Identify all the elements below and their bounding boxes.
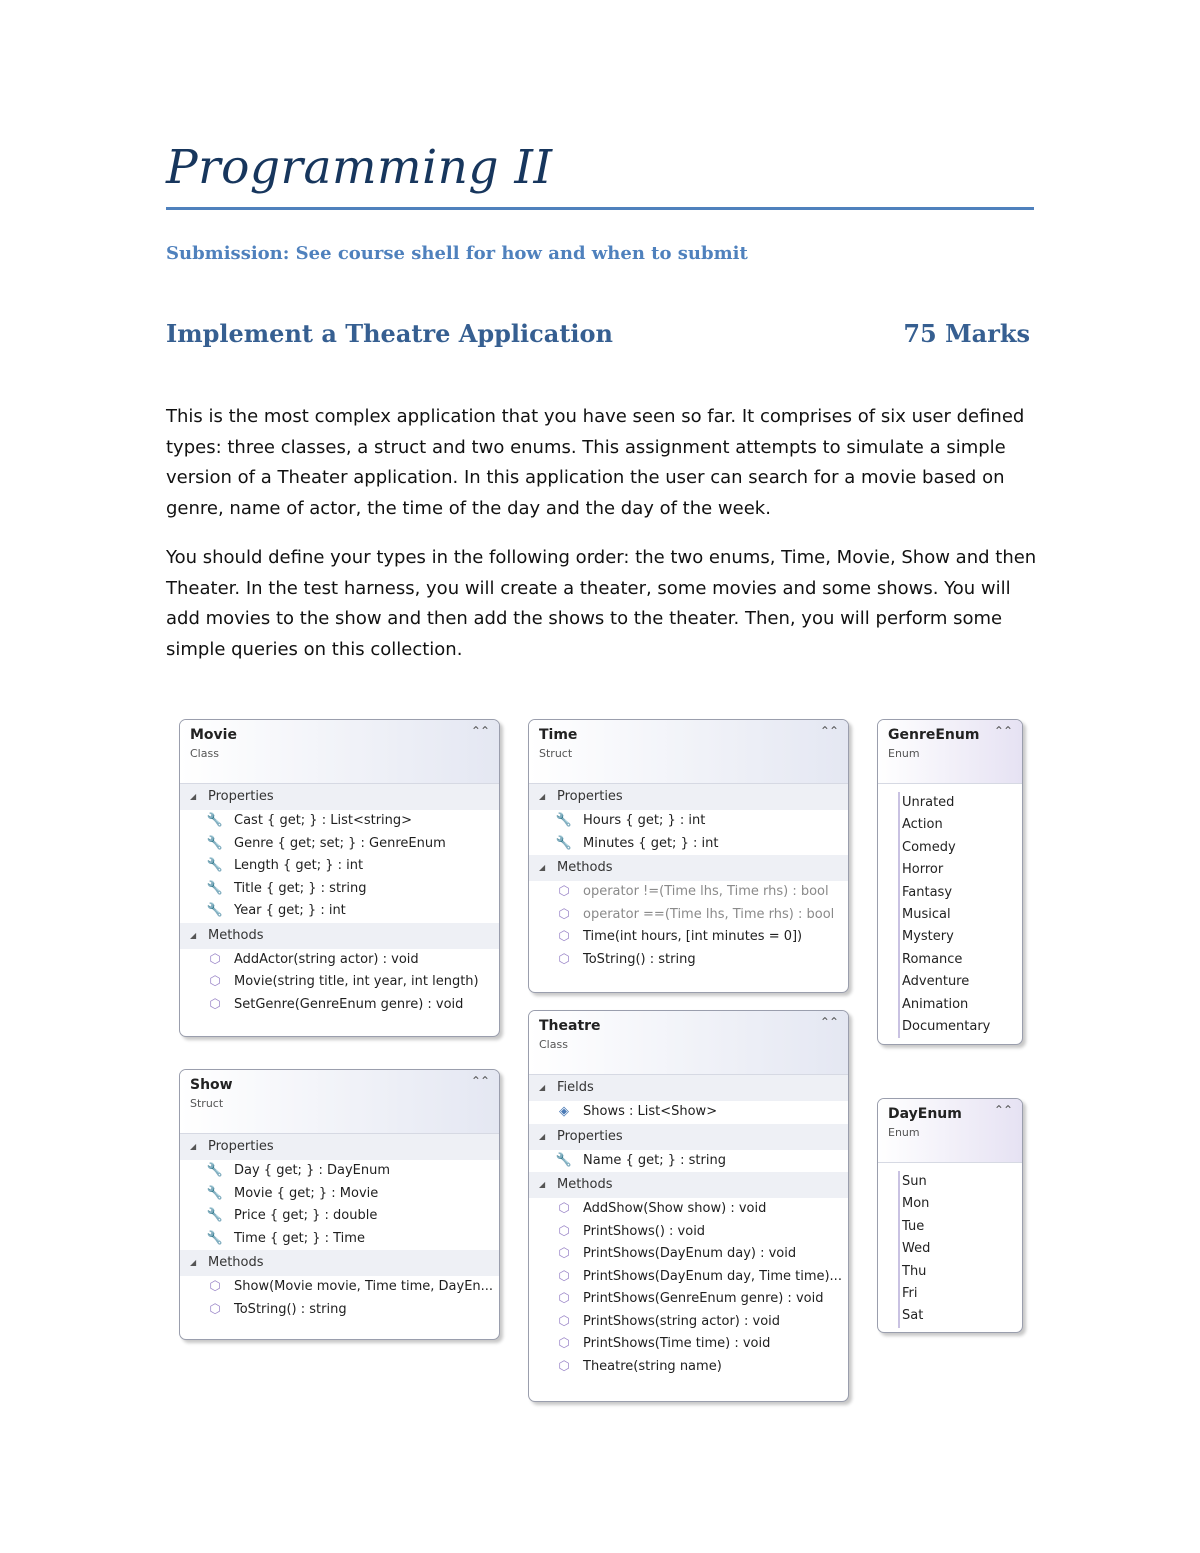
property-member[interactable] [180, 900, 499, 923]
movie-class-box [179, 719, 500, 1037]
method-member[interactable] [180, 994, 499, 1017]
wrench-icon: 🔧 [206, 1230, 224, 1246]
method-icon: ⬡ [558, 1246, 570, 1261]
class-kind: Class [190, 747, 219, 760]
expanded-triangle-icon: ◢ [190, 1258, 197, 1267]
expanded-triangle-icon: ◢ [190, 1142, 197, 1151]
property-member[interactable] [180, 833, 499, 856]
method-member[interactable] [529, 1198, 848, 1221]
method-signature: Show(Movie movie, Time time, DayEn... [234, 1279, 494, 1294]
enum-value[interactable]: Documentary [902, 1018, 991, 1034]
day-enum-box [877, 1098, 1023, 1333]
property-signature: Cast { get; } : List<string> [234, 813, 413, 828]
property-member[interactable] [180, 810, 499, 833]
method-icon: ⬡ [558, 1201, 570, 1216]
method-signature: ToString() : string [583, 951, 696, 967]
section-properties[interactable]: ◢ Properties [180, 784, 499, 810]
collapse-icon[interactable]: ⌃⌃ [470, 724, 489, 738]
paragraph-order: You should define your types in the following order: the two enums, Time, Movie, Show and then Theater. In the test harness, you will create a theater, some movies and some shows. You will add movies to the show and then add the shows to the theater. Then, you will perform some simple queries on this collection. [166, 547, 1037, 660]
property-member[interactable] [180, 1183, 499, 1206]
expanded-triangle-icon: ◢ [539, 1180, 546, 1189]
section-methods[interactable]: ◢ Methods [180, 1250, 499, 1276]
method-signature: Time(int hours, [int minutes = 0]) [583, 929, 803, 944]
enum-value[interactable]: Adventure [902, 974, 970, 990]
enum-value[interactable]: Thu [902, 1263, 927, 1279]
submission-note: Submission: See course shell for how and when to submit [166, 243, 748, 264]
method-member[interactable] [529, 949, 848, 972]
property-signature: Title { get; } : string [234, 880, 367, 896]
enum-value[interactable]: Romance [902, 951, 963, 967]
method-signature: PrintShows(GenreEnum genre) : void [583, 1291, 824, 1306]
method-icon: ⬡ [558, 1336, 570, 1351]
method-member[interactable] [529, 904, 848, 927]
property-member[interactable] [180, 1205, 499, 1228]
enum-kind: Enum [888, 747, 920, 760]
method-icon: ⬡ [558, 906, 570, 922]
collapse-icon[interactable]: ⌃⌃ [993, 1103, 1012, 1117]
enum-value[interactable]: Fantasy [902, 884, 953, 900]
struct-kind: Struct [539, 747, 573, 760]
method-member[interactable] [529, 1288, 848, 1311]
struct-name: Time [539, 727, 578, 743]
enum-value[interactable]: Horror [902, 862, 944, 878]
enum-value[interactable]: Fri [902, 1285, 918, 1301]
struct-kind: Struct [190, 1097, 224, 1110]
method-icon: ⬡ [558, 929, 570, 944]
method-icon: ⬡ [558, 1313, 570, 1329]
heading-title: Implement a Theatre Application [166, 319, 613, 348]
theatre-class-box [528, 1010, 849, 1402]
property-signature: Movie { get; } : Movie [234, 1185, 379, 1201]
method-member[interactable] [529, 1266, 848, 1289]
class-kind: Class [539, 1038, 568, 1051]
method-icon: ⬡ [209, 951, 221, 967]
expanded-triangle-icon: ◢ [190, 930, 197, 940]
method-signature: PrintShows() : void [583, 1223, 706, 1239]
section-heading [166, 319, 1030, 348]
enum-value[interactable]: Musical [902, 906, 951, 922]
wrench-icon: 🔧 [206, 903, 224, 918]
section-properties[interactable]: ◢ Properties [529, 784, 848, 810]
method-member[interactable] [180, 949, 499, 972]
wrench-icon: 🔧 [555, 835, 573, 851]
section-properties[interactable]: ◢ Properties [180, 1134, 499, 1160]
property-signature: Hours { get; } : int [583, 813, 706, 828]
method-member[interactable] [529, 1221, 848, 1244]
method-icon: ⬡ [209, 1301, 221, 1317]
method-icon: ⬡ [558, 1268, 570, 1284]
property-signature: Price { get; } : double [234, 1208, 378, 1223]
struct-name: Show [190, 1077, 233, 1093]
section-fields[interactable]: ◢ Fields [529, 1075, 848, 1101]
property-member[interactable] [180, 855, 499, 878]
wrench-icon: 🔧 [206, 1163, 224, 1178]
expanded-triangle-icon: ◢ [539, 1083, 546, 1092]
theatre-class-header [529, 1011, 848, 1075]
property-member[interactable] [180, 1228, 499, 1251]
enum-value[interactable]: Wed [902, 1241, 931, 1257]
heading-marks: 75 Marks [903, 319, 1030, 348]
paragraph-intro: This is the most complex application that you have seen so far. It comprises of six user defined types: three classes, a struct and two enums. This assignment attempts to simulate a simple version of a Theater application. In this application the user can search for a movie based on genre, name of actor, the time of the day and the day of the week. [166, 406, 1025, 519]
expanded-triangle-icon: ◢ [539, 863, 546, 872]
collapse-icon[interactable]: ⌃⌃ [993, 724, 1012, 738]
method-member[interactable] [529, 1311, 848, 1334]
page-title: Programming II [166, 140, 553, 195]
movie-class-header [180, 720, 499, 784]
show-struct-header [180, 1070, 499, 1134]
enum-value[interactable]: Mystery [902, 929, 954, 945]
expanded-triangle-icon: ◢ [539, 792, 546, 801]
property-signature: Name { get; } : string [583, 1152, 726, 1168]
field-member[interactable] [529, 1101, 848, 1124]
property-signature: Genre { get; set; } : GenreEnum [234, 835, 446, 851]
expanded-triangle-icon: ◢ [539, 1131, 546, 1141]
property-signature: Time { get; } : Time [234, 1230, 365, 1246]
method-member[interactable] [529, 1356, 848, 1379]
property-signature: Year { get; } : int [234, 903, 346, 918]
section-methods[interactable]: ◢ Methods [529, 1172, 848, 1198]
enum-value[interactable]: Sat [902, 1308, 924, 1324]
enum-value[interactable]: Comedy [902, 839, 956, 855]
section-methods[interactable]: ◢ Methods [529, 855, 848, 881]
collapse-icon[interactable]: ⌃⌃ [470, 1074, 489, 1088]
collapse-icon[interactable]: ⌃⌃ [819, 724, 838, 738]
method-member[interactable] [529, 926, 848, 949]
property-member[interactable] [180, 878, 499, 901]
method-icon: ⬡ [558, 1223, 570, 1239]
method-icon: ⬡ [558, 884, 570, 899]
property-member[interactable] [180, 1160, 499, 1183]
wrench-icon: 🔧 [206, 880, 224, 896]
wrench-icon: 🔧 [206, 1185, 224, 1201]
method-member[interactable] [180, 1299, 499, 1322]
method-signature: AddActor(string actor) : void [234, 951, 419, 967]
property-signature: Minutes { get; } : int [583, 835, 719, 851]
method-signature: PrintShows(string actor) : void [583, 1313, 781, 1329]
method-signature: ToString() : string [234, 1301, 347, 1317]
method-member[interactable] [529, 1333, 848, 1356]
method-icon: ⬡ [209, 974, 221, 989]
method-icon: ⬡ [209, 1279, 221, 1294]
method-signature: Movie(string title, int year, int length) [234, 974, 479, 989]
method-signature: SetGenre(GenreEnum genre) : void [234, 996, 464, 1012]
class-name: Theatre [539, 1018, 601, 1034]
wrench-icon: 🔧 [206, 835, 224, 851]
method-icon: ⬡ [558, 951, 570, 967]
method-signature: PrintShows(DayEnum day) : void [583, 1246, 797, 1261]
method-signature: Theatre(string name) [583, 1358, 722, 1374]
property-member[interactable] [529, 833, 848, 856]
method-signature: operator !=(Time lhs, Time rhs) : bool [583, 884, 829, 899]
property-signature: Length { get; } : int [234, 858, 364, 873]
property-member[interactable] [529, 810, 848, 833]
property-signature: Day { get; } : DayEnum [234, 1163, 391, 1178]
method-member[interactable] [180, 1276, 499, 1299]
title-rule [166, 207, 1034, 210]
method-signature: AddShow(Show show) : void [583, 1201, 767, 1216]
field-icon: ◈ [559, 1104, 569, 1119]
enum-value[interactable]: Tue [902, 1218, 925, 1234]
enum-kind: Enum [888, 1126, 920, 1139]
time-struct-box [528, 719, 849, 993]
wrench-icon: 🔧 [206, 858, 224, 873]
class-name: Movie [190, 727, 237, 743]
enum-name: GenreEnum [888, 727, 980, 743]
method-icon: ⬡ [558, 1358, 570, 1374]
method-signature: PrintShows(DayEnum day, Time time)... [583, 1268, 842, 1284]
method-icon: ⬡ [558, 1291, 570, 1306]
genre-enum-header [878, 720, 1022, 784]
method-icon: ⬡ [209, 996, 221, 1012]
enum-value[interactable]: Unrated [902, 795, 955, 810]
method-member[interactable] [180, 971, 499, 994]
wrench-icon: 🔧 [555, 813, 573, 828]
enum-value[interactable]: Action [902, 817, 943, 833]
expanded-triangle-icon: ◢ [190, 792, 197, 801]
day-enum-header [878, 1099, 1022, 1163]
enum-name: DayEnum [888, 1106, 962, 1122]
method-signature: operator ==(Time lhs, Time rhs) : bool [583, 906, 835, 922]
wrench-icon: 🔧 [555, 1152, 573, 1168]
method-signature: PrintShows(Time time) : void [583, 1336, 771, 1351]
wrench-icon: 🔧 [206, 813, 224, 828]
property-member[interactable] [529, 1150, 848, 1173]
enum-value[interactable]: Sun [902, 1174, 927, 1189]
field-signature: Shows : List<Show> [583, 1104, 718, 1119]
section-properties[interactable]: ◢ Properties [529, 1124, 848, 1150]
wrench-icon: 🔧 [206, 1208, 224, 1223]
genre-enum-box [877, 719, 1023, 1045]
method-member[interactable] [529, 881, 848, 904]
enum-value[interactable]: Mon [902, 1196, 930, 1212]
time-struct-header [529, 720, 848, 784]
method-member[interactable] [529, 1243, 848, 1266]
enum-value[interactable]: Animation [902, 996, 969, 1012]
section-methods[interactable]: ◢ Methods [180, 923, 499, 949]
show-struct-box [179, 1069, 500, 1340]
collapse-icon[interactable]: ⌃⌃ [819, 1015, 838, 1029]
